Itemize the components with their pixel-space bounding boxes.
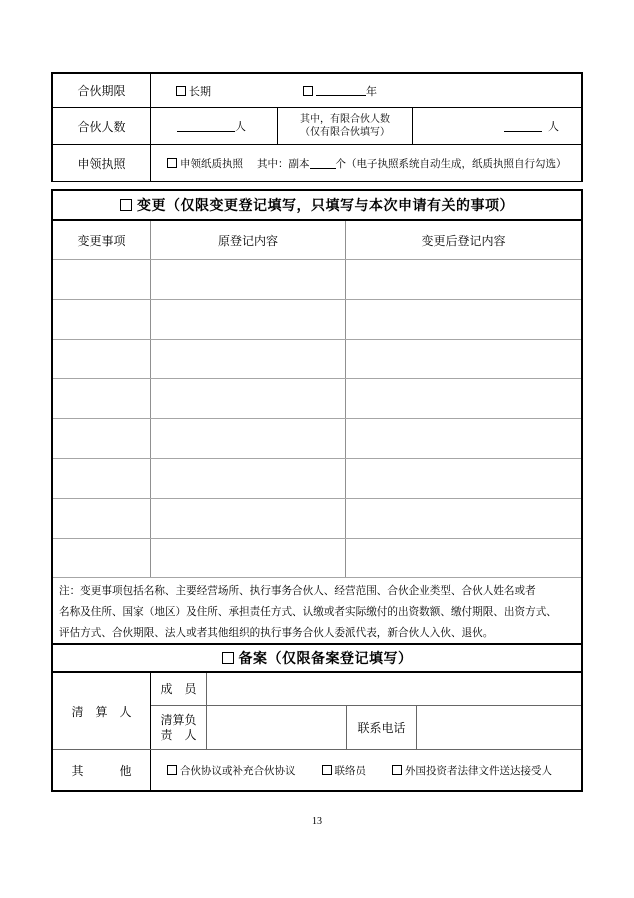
record-section-table [51, 645, 583, 792]
change-table-empty-cell[interactable] [346, 340, 581, 379]
liaison-option [322, 763, 367, 778]
partnership-agreement-checkbox[interactable] [167, 765, 177, 775]
liaison-checkbox[interactable] [322, 765, 332, 775]
record-section-title: 备案（仅限备案登记填写） [238, 650, 413, 667]
leader-input-cell[interactable] [207, 706, 347, 749]
change-table-empty-cell[interactable] [346, 499, 581, 538]
change-table-empty-cell[interactable] [346, 379, 581, 418]
record-section-title-row [53, 645, 581, 673]
partner-count-label: 合伙人数 [53, 108, 151, 144]
partner-count-row [53, 108, 581, 145]
change-table-empty-cell[interactable] [346, 260, 581, 299]
page-number: 13 [312, 816, 322, 827]
license-copies-suffix: 个（电子执照系统自动生成，纸质执照自行勾选） [335, 158, 567, 170]
registration-form [51, 72, 583, 792]
change-table-empty-cell[interactable] [53, 260, 151, 299]
changed-content-header: 变更后登记内容 [421, 233, 506, 248]
record-section-checkbox[interactable] [222, 652, 234, 664]
liquidator-leader-row [151, 706, 581, 749]
change-table-empty-cell[interactable] [53, 539, 151, 578]
members-label: 成 员 [151, 673, 207, 705]
change-table-empty-cell[interactable] [53, 340, 151, 379]
limited-partner-count-blank-field[interactable] [504, 121, 542, 132]
members-input-cell[interactable] [207, 673, 581, 705]
limited-partner-note [278, 108, 413, 144]
leader-label-line2: 责 人 [160, 727, 197, 742]
change-table-empty-row [53, 419, 581, 459]
partner-count-unit: 人 [235, 121, 246, 133]
change-table-empty-cell[interactable] [151, 300, 346, 339]
partnership-agreement-option [167, 763, 296, 778]
paper-license-option-label: 申领纸质执照 [180, 158, 243, 170]
change-empty-rows [53, 260, 581, 578]
change-section-checkbox[interactable] [120, 199, 132, 211]
license-copies-blank-field[interactable] [310, 158, 336, 169]
license-row [53, 145, 581, 181]
liquidator-row [53, 673, 581, 750]
license-cell [151, 145, 581, 181]
change-table-empty-cell[interactable] [151, 379, 346, 418]
change-table-empty-cell[interactable] [346, 300, 581, 339]
change-table-empty-cell[interactable] [53, 499, 151, 538]
change-table-empty-row [53, 459, 581, 499]
change-section-table [51, 189, 583, 645]
change-table-empty-cell[interactable] [53, 379, 151, 418]
license-label: 申领执照 [53, 145, 151, 181]
liquidator-label: 清 算 人 [53, 673, 151, 749]
other-label: 其 他 [53, 750, 151, 790]
limited-partner-note-line1: 其中，有限合伙人数 [300, 114, 390, 125]
change-table-empty-cell[interactable] [151, 499, 346, 538]
change-table-empty-cell[interactable] [151, 539, 346, 578]
change-table-empty-row [53, 499, 581, 539]
change-table-empty-cell[interactable] [151, 340, 346, 379]
foreign-investor-option [392, 763, 552, 778]
partner-count-blank-field[interactable] [177, 121, 235, 132]
phone-input-cell[interactable] [417, 706, 581, 749]
longterm-option-label: 长期 [189, 85, 211, 98]
change-table-empty-cell[interactable] [346, 459, 581, 498]
change-table-empty-row [53, 300, 581, 340]
liquidator-members-row [151, 673, 581, 706]
fixed-years-checkbox[interactable] [303, 86, 313, 96]
change-item-header: 变更事项 [53, 221, 151, 259]
change-table-empty-cell[interactable] [53, 419, 151, 458]
leader-label-line1: 清算负 [160, 712, 197, 727]
change-table-empty-row [53, 539, 581, 579]
change-table-empty-cell[interactable] [151, 459, 346, 498]
change-table-empty-cell[interactable] [346, 539, 581, 578]
change-note [53, 578, 581, 643]
partnership-term-cell [151, 74, 581, 107]
license-copies-infix: 其中：副本 [257, 158, 310, 170]
other-options-cell [151, 750, 581, 790]
change-table-empty-cell[interactable] [151, 419, 346, 458]
longterm-option [176, 83, 211, 99]
fixed-years-option [303, 83, 377, 99]
partnership-term-label: 合伙期限 [53, 74, 151, 107]
change-note-line: 注：变更事项包括名称、主要经营场所、执行事务合伙人、经营范围、合伙企业类型、合伙人姓名或者 [59, 586, 536, 598]
change-table-empty-cell[interactable] [151, 260, 346, 299]
limited-partner-count-cell [413, 108, 581, 144]
change-table-empty-cell[interactable] [53, 300, 151, 339]
change-table-empty-row [53, 340, 581, 380]
years-blank-field[interactable] [316, 85, 366, 96]
longterm-checkbox[interactable] [176, 86, 186, 96]
years-suffix-label: 年 [366, 85, 377, 98]
change-note-line: 评估方式、合伙期限、法人或者其他组织的执行事务合伙人委派代表，新合伙人入伙、退伙。 [59, 628, 494, 640]
change-section-title: 变更（仅限变更登记填写，只填写与本次申请有关的事项） [137, 197, 514, 213]
change-table-empty-cell[interactable] [346, 419, 581, 458]
liquidator-detail [151, 673, 581, 749]
change-section-title-row [53, 191, 581, 221]
change-table-empty-cell[interactable] [53, 459, 151, 498]
paper-license-checkbox[interactable] [167, 158, 177, 168]
phone-label: 联系电话 [347, 706, 417, 749]
change-table-empty-row [53, 260, 581, 300]
leader-label [151, 706, 207, 749]
partner-count-cell [151, 108, 278, 144]
limited-partner-count-unit: 人 [548, 121, 559, 133]
change-note-line: 名称及住所、国家（地区）及住所、承担责任方式、认缴或者实际缴付的出资数额、缴付期限、出资方式、 [59, 607, 557, 619]
original-content-header: 原登记内容 [151, 221, 346, 259]
liaison-label: 联络员 [334, 765, 366, 777]
foreign-investor-checkbox[interactable] [392, 765, 402, 775]
other-row [53, 750, 581, 790]
partnership-term-row [53, 74, 581, 108]
limited-partner-note-line2: （仅有限合伙填写） [300, 127, 390, 138]
change-table-empty-row [53, 379, 581, 419]
foreign-investor-label: 外国投资者法律文件送达接受人 [405, 765, 552, 777]
partnership-agreement-label: 合伙协议或补充合伙协议 [180, 765, 296, 777]
change-table-header-row [53, 221, 581, 260]
basic-info-table [51, 72, 583, 182]
